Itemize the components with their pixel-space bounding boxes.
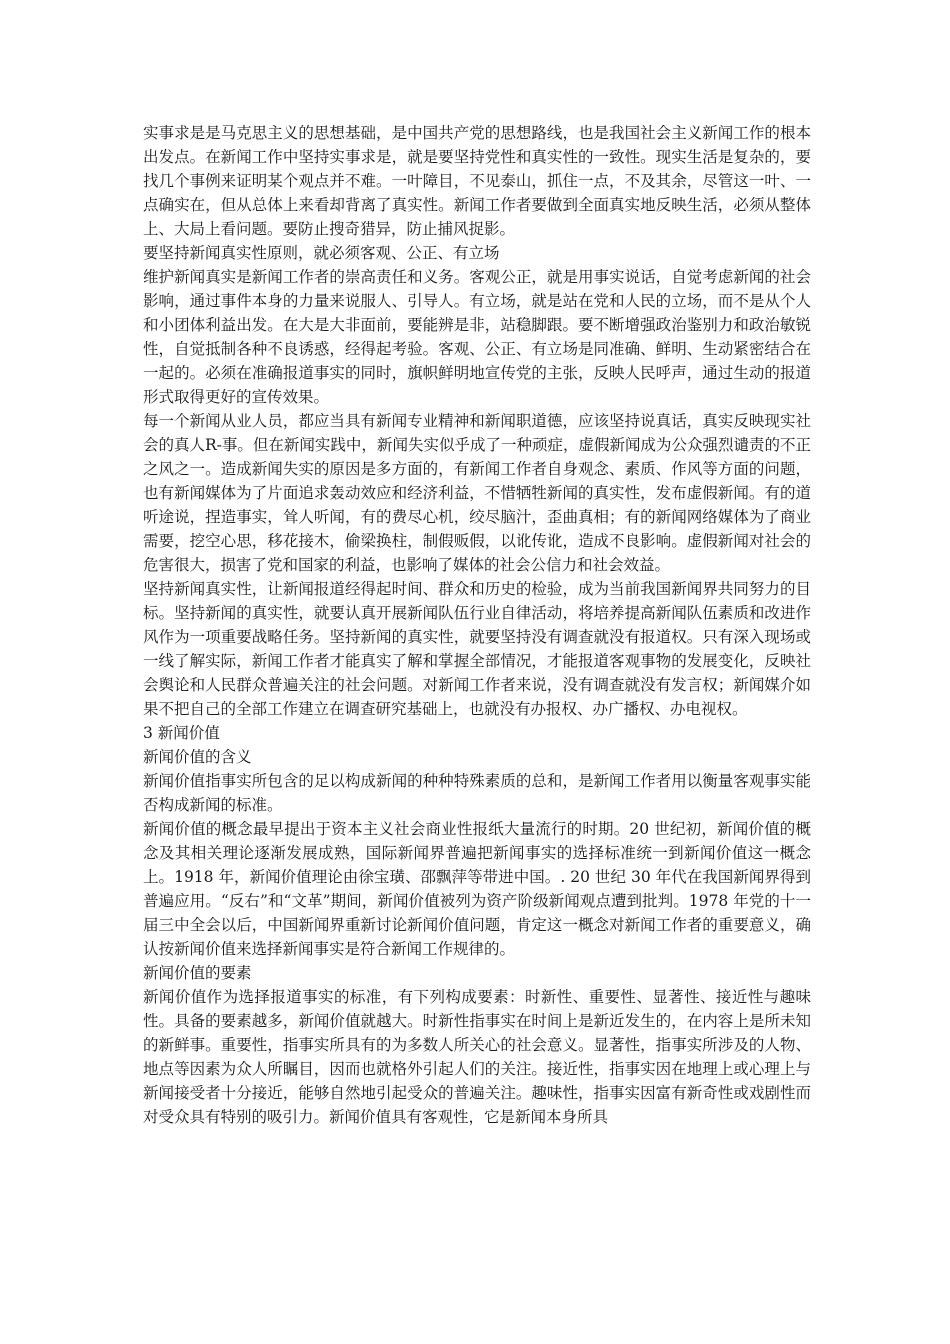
section-heading: 新闻价值的含义 (143, 748, 252, 766)
paragraph: 新闻价值指事实所包含的足以构成新闻的种种特殊素质的总和，是新闻工作者用以衡量客观事实能否构成新闻的标准。 (143, 772, 811, 814)
document-body (143, 121, 811, 1129)
paragraph: 坚持新闻真实性，让新闻报道经得起时间、群众和历史的检验，成为当前我国新闻界共同努力的目标。坚持新闻的真实性，就要认真开展新闻队伍行业自律活动，将培养提高新闻队伍素质和改进作风作为一项重要战略任务。坚持新闻的真实性，就要坚持没有调查就没有报道权。只有深入现场或一线了解实际，新闻工作者才能真实了解和掌握全部情况，才能报道客观事物的发展变化，反映社会舆论和人民群众普遍关注的社会问题。对新闻工作者来说，没有调查就没有发言权；新闻媒介如果不把自己的全部工作建立在调查研究基础上，也就没有办报权、办广播权、办电视权。 (143, 580, 811, 718)
paragraph: 每一个新闻从业人员，都应当具有新闻专业精神和新闻职道德，应该坚持说真话，真实反映现实社会的真人R-事。但在新闻实践中，新闻失实似乎成了一种顽症，虚假新闻成为公众强烈谴责的不正之风之一。造成新闻失实的原因是多方面的，有新闻工作者自身观念、素质、作风等方面的问题，也有新闻媒体为了片面追求轰动效应和经济利益，不惜牺牲新闻的真实性，发布虚假新闻。有的道听途说，捏造事实，耸人听闻，有的费尽心机，绞尽脑汁，歪曲真相；有的新闻网络媒体为了商业需要，挖空心思，移花接木，偷梁换柱，制假贩假，以讹传讹，造成不良影响。虚假新闻对社会的危害很大，损害了党和国家的利益，也影响了媒体的社会公信力和社会效益。 (143, 412, 811, 574)
section-heading: 新闻价值的要素 (143, 964, 252, 982)
paragraph: 实事求是是马克思主义的思想基础，是中国共产党的思想路线，也是我国社会主义新闻工作的根本出发点。在新闻工作中坚持实事求是，就是要坚持党性和真实性的一致性。现实生活是复杂的，要找几个事例来证明某个观点并不难。一叶障目，不见泰山，抓住一点，不及其余，尽管这一叶、一点确实在，但从总体上来看却背离了真实性。新闻工作者要做到全面真实地反映生活，必须从整体上、大局上看问题。要防止搜奇猎异，防止捕风捉影。 (143, 124, 811, 238)
paragraph: 维护新闻真实是新闻工作者的崇高责任和义务。客观公正，就是用事实说话，自觉考虑新闻的社会影响，通过事件本身的力量来说服人、引导人。有立场，就是站在党和人民的立场，而不是从个人和小团体利益出发。在大是大非面前，要能辨是非，站稳脚跟。要不断增强政治鉴别力和政治敏锐性，自觉抵制各种不良诱惑，经得起考验。客观、公正、有立场是同准确、鲜明、生动紧密结合在一起的。必须在准确报道事实的同时，旗帜鲜明地宣传党的主张，反映人民呼声，通过生动的报道形式取得更好的宣传效果。 (143, 268, 811, 406)
section-heading: 要坚持新闻真实性原则，就必须客观、公正、有立场 (143, 244, 500, 262)
chapter-heading: 3 新闻价值 (143, 724, 220, 742)
paragraph: 新闻价值的概念最早提出于资本主义社会商业性报纸大量流行的时期。20 世纪初，新闻价值的概念及其相关理论逐渐发展成熟，国际新闻界普遍把新闻事实的选择标准统一到新闻价值这一概念上。1918 年，新闻价值理论由徐宝璜、邵飘萍等带进中国。. 20 世纪 30 年代在我国新闻界得到普遍应用。“反右”和“文革”期间，新闻价值被列为资产阶级新闻观点遭到批判。1978 年党的十一届三中全会以后，中国新闻界重新讨论新闻价值问题，肯定这一概念对新闻工作者的重要意义，确认按新闻价值来选择新闻事实是符合新闻工作规律的。 (143, 820, 811, 958)
paragraph: 新闻价值作为选择报道事实的标准，有下列构成要素：时新性、重要性、显著性、接近性与趣味性。具备的要素越多，新闻价值就越大。时新性指事实在时间上是新近发生的，在内容上是所未知的新鲜事。重要性，指事实所具有的为多数人所关心的社会意义。显著性，指事实所涉及的人物、地点等因素为众人所瞩目，因而也就格外引起人们的关注。接近性，指事实因在地理上或心理上与新闻接受者十分接近，能够自然地引起受众的普遍关注。趣味性，指事实因富有新奇性或戏剧性而对受众具有特别的吸引力。新闻价值具有客观性，它是新闻本身所具 (143, 988, 811, 1126)
